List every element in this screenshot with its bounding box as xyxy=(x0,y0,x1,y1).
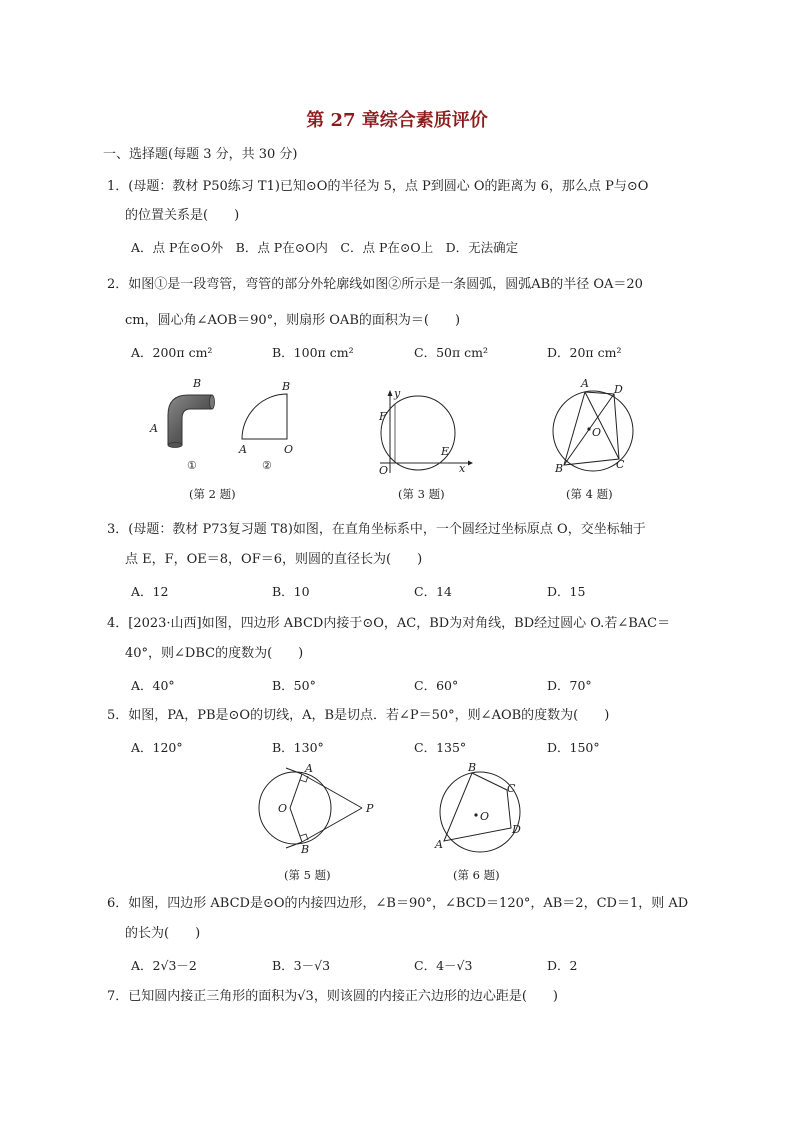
sector-label-a: A xyxy=(239,443,247,456)
question-4-line-2: 40°，则∠DBC的度数为( ) xyxy=(125,646,304,661)
q4-label-c: C xyxy=(616,458,625,471)
question-2-option-a: A．200π cm² xyxy=(131,345,213,360)
sector-number-label: ② xyxy=(262,459,272,472)
question-6-line-2: 的长为( ) xyxy=(125,926,201,941)
q4-label-a: A xyxy=(581,377,589,390)
q4-label-b: B xyxy=(555,462,564,475)
question-2-option-c: C．50π cm² xyxy=(414,345,489,360)
question-3-option-c: C．14 xyxy=(414,584,452,599)
pipe-label-a: A xyxy=(150,422,158,435)
question-3-line-2: 点 E，F，OE＝8，OF＝6，则圆的直径长为( ) xyxy=(125,552,423,567)
question-2-option-b: B．100π cm² xyxy=(272,345,354,360)
q6-label-a: A xyxy=(435,838,443,851)
page-title: 第 27 章综合素质评价 xyxy=(306,110,488,131)
question-4-option-b: B．50° xyxy=(272,678,316,693)
figure-q2 xyxy=(140,375,310,475)
question-5-option-c: C．135° xyxy=(414,740,467,755)
question-5-line-1: 5．如图，PA，PB是⊙O的切线，A，B是切点．若∠P＝50°，则∠AOB的度数为( ) xyxy=(107,708,610,723)
q4-label-o: O xyxy=(592,426,602,439)
q4-label-d: D xyxy=(614,383,623,396)
caption-q2: (第 2 题) xyxy=(189,487,236,501)
question-6-option-a: A．2√3－2 xyxy=(131,958,197,973)
q5-label-a: A xyxy=(305,762,313,775)
question-6-option-c: C．4－√3 xyxy=(414,958,473,973)
question-5-option-b: B．130° xyxy=(272,740,324,755)
figure-q5 xyxy=(250,762,390,854)
question-5-option-a: A．120° xyxy=(131,740,183,755)
pipe-shape xyxy=(168,395,212,445)
q5-label-b: B xyxy=(301,843,310,856)
question-1-line-1: 1．(母题：教材 P50练习 T1)已知⊙O的半径为 5，点 P到圆心 O的距离为 6，那么点 P与⊙O xyxy=(107,179,649,194)
caption-q6: (第 6 题) xyxy=(453,868,500,882)
sector-shape xyxy=(242,394,287,439)
question-4-option-d: D．70° xyxy=(547,678,592,693)
pipe-label-b: B xyxy=(193,377,202,390)
figure-q3 xyxy=(375,388,475,476)
question-7-line-1: 7．已知圆内接正三角形的面积为√3，则该圆的内接正六边形的边心距是( ) xyxy=(107,989,558,1004)
caption-q4: (第 4 题) xyxy=(566,487,613,501)
q3-label-y: y xyxy=(394,387,401,400)
q6-label-o: O xyxy=(480,810,490,823)
q3-label-x: x xyxy=(459,462,466,475)
question-3-option-a: A．12 xyxy=(131,584,169,599)
question-6-option-d: D．2 xyxy=(547,958,578,973)
q3-circle xyxy=(381,396,455,470)
pipe-number-label: ① xyxy=(187,459,197,472)
question-3-line-1: 3．(母题：教材 P73复习题 T8)如图，在直角坐标系中，一个圆经过坐标原点 O，交坐标轴于 xyxy=(107,522,646,537)
figure-q6 xyxy=(430,762,530,854)
section-heading: 一、选择题(每题 3 分，共 30 分) xyxy=(103,147,298,162)
q3-label-e: E xyxy=(441,445,450,458)
question-4-line-1: 4．[2023·山西]如图，四边形 ABCD内接于⊙O，AC，BD为对角线，BD经过圆心 O.若∠BAC＝ xyxy=(107,616,671,631)
q6-label-b: B xyxy=(468,761,477,774)
caption-q3: (第 3 题) xyxy=(398,487,445,501)
question-2-option-d: D．20π cm² xyxy=(547,345,622,360)
question-2-line-1: 2．如图①是一段弯管，弯管的部分外轮廓线如图②所示是一条圆弧，圆弧AB的半径 OA＝20 xyxy=(107,277,643,292)
question-1-options: A．点 P在⊙O外 B．点 P在⊙O内 C．点 P在⊙O上 D．无法确定 xyxy=(131,240,519,255)
figure-q4 xyxy=(545,376,645,476)
question-4-option-a: A．40° xyxy=(131,678,175,693)
question-3-option-d: D．15 xyxy=(547,584,586,599)
q3-label-f: F xyxy=(379,410,387,423)
question-1-line-2: 的位置关系是( ) xyxy=(125,208,240,223)
caption-q5: (第 5 题) xyxy=(284,868,331,882)
q3-label-o: O xyxy=(379,464,389,477)
q5-circle xyxy=(259,772,331,844)
q6-label-c: C xyxy=(507,782,516,795)
sector-label-o: O xyxy=(284,443,294,456)
question-4-option-c: C．60° xyxy=(414,678,459,693)
q6-label-d: D xyxy=(512,823,521,836)
sector-label-b: B xyxy=(282,380,291,393)
question-3-option-b: B．10 xyxy=(272,584,310,599)
question-2-line-2: cm，圆心角∠AOB＝90°，则扇形 OAB的面积为＝( ) xyxy=(125,313,461,328)
question-6-option-b: B．3－√3 xyxy=(272,958,331,973)
q5-label-p: P xyxy=(366,802,374,815)
question-6-line-1: 6．如图，四边形 ABCD是⊙O的内接四边形，∠B＝90°，∠BCD＝120°，AB＝2，CD＝1，则 AD xyxy=(107,896,689,911)
q5-label-o: O xyxy=(278,802,288,815)
question-5-option-d: D．150° xyxy=(547,740,600,755)
